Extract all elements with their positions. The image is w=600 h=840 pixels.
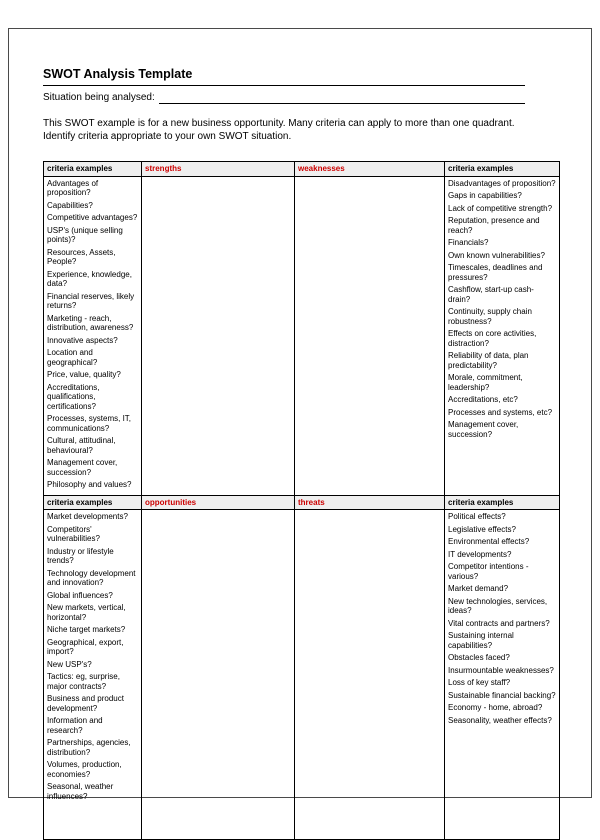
threats-criteria-list [445,510,560,840]
criteria-item: Sustainable financial backing? [448,690,556,700]
criteria-item: Timescales, deadlines and pressures? [448,263,543,282]
criteria-item: Competitor intentions - various? [448,562,529,581]
criteria-item: Economy - home, abroad? [448,703,543,712]
criteria-item: Volumes, production, economies? [47,760,122,779]
criteria-item: Seasonal, weather influences? [47,782,114,801]
page-title: SWOT Analysis Template [43,67,525,86]
criteria-item: Technology development and innovation? [47,568,136,587]
criteria-item: Partnerships, agencies, distribution? [47,738,131,757]
threats-cell-empty [295,510,445,840]
intro-text [43,117,543,143]
criteria-item: Advantages of proposition? [47,178,99,197]
criteria-item: Vital contracts and partners? [448,618,550,628]
criteria-item: Geographical, export, import? [47,637,124,656]
criteria-item: Competitive advantages? [47,213,138,222]
criteria-item: Experience, knowledge, data? [47,269,132,288]
criteria-item: IT developments? [448,549,512,559]
intro-line-2: Identify criteria appropriate to your own SWOT situation. [43,131,292,142]
criteria-item: Insurmountable weaknesses? [448,665,554,675]
content-row-opportunities-threats [44,510,560,840]
threats-header: threats [295,495,445,510]
criteria-item: Environmental effects? [448,537,530,546]
intro-line-1: This SWOT example is for a new business opportunity. Many criteria can apply to more than one quadrant. [43,118,515,129]
criteria-item: Niche target markets? [47,625,126,634]
opportunities-header: opportunities [142,495,295,510]
criteria-item: Management cover, succession? [448,420,519,439]
criteria-item: Sustaining internal capabilities? [448,631,514,650]
criteria-item: Processes and systems, etc? [448,407,553,417]
strengths-cell-empty [142,176,295,495]
criteria-item: Own known vulnerabilities? [448,250,545,260]
criteria-item: Market developments? [47,512,128,521]
criteria-item: Cultural, attitudinal, behavioural? [47,436,116,455]
criteria-item: Capabilities? [47,200,93,210]
criteria-header-left-bottom: criteria examples [44,495,142,510]
weaknesses-header: weaknesses [295,162,445,177]
criteria-item: New technologies, services, ideas? [448,596,548,615]
opportunities-cell-empty [142,510,295,840]
criteria-header-right-top: criteria examples [445,162,560,177]
criteria-item: Industry or lifestyle trends? [47,546,114,565]
criteria-item: Market demand? [448,584,509,593]
criteria-item: Financial reserves, likely returns? [47,291,135,310]
criteria-item: Political effects? [448,512,506,521]
criteria-item: Competitors' vulnerabilities? [47,524,100,543]
criteria-item: Processes, systems, IT, communications? [47,414,132,433]
criteria-item: Financials? [448,238,489,247]
criteria-item: Accreditations, etc? [448,395,518,404]
strengths-criteria-list [44,176,142,495]
criteria-header-right-bottom: criteria examples [445,495,560,510]
criteria-item: Management cover, succession? [47,458,118,477]
criteria-item: Lack of competitive strength? [448,203,553,213]
situation-line [43,92,525,104]
header-row-opportunities-threats [44,495,560,510]
criteria-item: USP's (unique selling points)? [47,225,123,244]
criteria-item: Loss of key staff? [448,678,511,687]
content-row-strengths-weaknesses [44,176,560,495]
situation-blank-line [159,93,525,104]
criteria-item: Morale, commitment, leadership? [448,373,523,392]
criteria-header-left-top: criteria examples [44,162,142,177]
criteria-item: Reliability of data, plan predictability? [448,351,529,370]
criteria-item: Global influences? [47,590,113,600]
criteria-item: New USP's? [47,659,92,669]
criteria-item: Cashflow, start-up cash-drain? [448,285,534,304]
criteria-item: New markets, vertical, horizontal? [47,603,126,622]
swot-table [43,161,560,840]
criteria-item: Accreditations, qualifications, certifications? [47,382,100,411]
opportunities-criteria-list [44,510,142,840]
criteria-item: Innovative aspects? [47,335,118,345]
criteria-item: Gaps in capabilities? [448,191,522,200]
criteria-item: Location and geographical? [47,348,98,367]
criteria-item: Effects on core activities, distraction? [448,329,537,348]
criteria-item: Philosophy and values? [47,480,132,489]
document-page [8,28,592,801]
criteria-item: Continuity, supply chain robustness? [448,307,532,326]
criteria-item: Seasonality, weather effects? [448,715,552,725]
situation-label: Situation being analysed: [43,92,155,103]
criteria-item: Information and research? [47,716,103,735]
criteria-item: Reputation, presence and reach? [448,216,540,235]
criteria-item: Business and product development? [47,694,124,713]
header-row-strengths-weaknesses [44,162,560,177]
weaknesses-cell-empty [295,176,445,495]
criteria-item: Obstacles faced? [448,653,510,662]
criteria-item: Legislative effects? [448,524,516,534]
weaknesses-criteria-list [445,176,560,495]
criteria-item: Disadvantages of proposition? [448,178,556,188]
criteria-item: Marketing - reach, distribution, awareness? [47,313,134,332]
criteria-item: Tactics: eg, surprise, major contracts? [47,672,120,691]
criteria-item: Resources, Assets, People? [47,247,116,266]
criteria-item: Price, value, quality? [47,370,121,379]
strengths-header: strengths [142,162,295,177]
